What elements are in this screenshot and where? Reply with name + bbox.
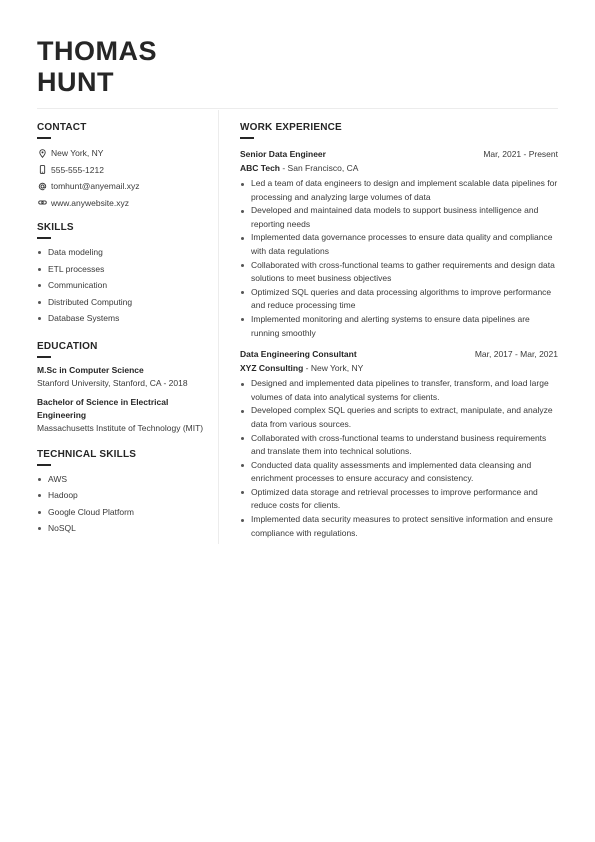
job-header: [240, 348, 558, 361]
list-item: Led a team of data engineers to design and implement scalable data pipelines for processing and analyzing large volumes of data: [240, 177, 558, 204]
location-pin-icon: [37, 148, 47, 158]
section-underline: [240, 137, 254, 139]
list-item: ETL processes: [37, 261, 215, 278]
technical-skills-section: [37, 448, 215, 537]
list-item: Google Cloud Platform: [37, 504, 215, 521]
skills-list: [37, 244, 215, 327]
contact-phone-text: 555-555-1212: [51, 164, 104, 175]
job-duties: [240, 177, 558, 340]
job-dates: Mar, 2021 - Present: [483, 149, 558, 159]
education-item: [37, 364, 215, 390]
list-item: Hadoop: [37, 487, 215, 504]
education-title: EDUCATION: [37, 340, 98, 352]
job-title: Senior Data Engineer: [240, 149, 326, 159]
technical-skills-title: TECHNICAL SKILLS: [37, 448, 137, 460]
contact-email[interactable]: [37, 178, 215, 195]
list-item: Database Systems: [37, 310, 215, 327]
section-underline: [37, 137, 51, 139]
contact-list: [37, 145, 215, 211]
contact-phone: [37, 162, 215, 179]
education-section: [37, 340, 215, 435]
contact-location-text: New York, NY: [51, 148, 104, 159]
section-underline: [37, 237, 51, 239]
contact-section: [37, 121, 215, 211]
at-icon: [37, 181, 47, 191]
candidate-name: [37, 36, 157, 98]
job-duties: [240, 377, 558, 540]
list-item: Optimized SQL queries and data processing algorithms to improve performance and reduce processing time: [240, 286, 558, 313]
list-item: Distributed Computing: [37, 294, 215, 311]
education-school: Stanford University, Stanford, CA - 2018: [37, 377, 188, 388]
contact-location: [37, 145, 215, 162]
contact-email-text[interactable]: tomhunt@anyemail.xyz: [51, 181, 140, 192]
list-item: Data modeling: [37, 244, 215, 261]
job-company-line: [240, 361, 558, 375]
job-entry: [240, 348, 558, 540]
work-experience-title: WORK EXPERIENCE: [240, 122, 342, 133]
name-last: HUNT: [37, 67, 114, 97]
list-item: Implemented data governance processes to ensure data quality and compliance with data regulations: [240, 231, 558, 258]
skills-section: [37, 221, 215, 327]
technical-skills-list: [37, 471, 215, 537]
job-location: - New York, NY: [303, 363, 364, 374]
education-item: [37, 396, 215, 435]
list-item: AWS: [37, 471, 215, 488]
column-divider: [218, 110, 219, 544]
job-company: ABC Tech: [240, 163, 280, 173]
right-column: [240, 121, 558, 540]
skills-title: SKILLS: [37, 222, 74, 233]
job-header: [240, 148, 558, 161]
job-title: Data Engineering Consultant: [240, 349, 357, 360]
link-icon: [37, 198, 47, 208]
list-item: Collaborated with cross-functional teams to gather requirements and design data solutions to meet business objectives: [240, 259, 558, 286]
contact-title: CONTACT: [37, 122, 87, 133]
job-company: XYZ Consulting: [240, 363, 304, 374]
job-dates: Mar, 2017 - Mar, 2021: [474, 349, 558, 360]
contact-website-text[interactable]: www.anywebsite.xyz: [51, 197, 129, 208]
list-item: Implemented data security measures to protect sensitive information and ensure compliance with regulations.: [240, 513, 558, 540]
list-item: Designed and implemented data pipelines to transfer, transform, and load large volumes of data into analytical systems for clients.: [240, 377, 558, 404]
contact-website[interactable]: [37, 195, 215, 212]
job-company-line: [240, 161, 558, 175]
list-item: Implemented monitoring and alerting systems to ensure data pipelines are running smoothly: [240, 313, 558, 340]
section-underline: [37, 464, 51, 466]
header-divider: [37, 108, 558, 109]
education-degree: Bachelor of Science in Electrical Engineering: [37, 396, 169, 420]
job-entry: [240, 148, 558, 340]
list-item: Communication: [37, 277, 215, 294]
name-first: THOMAS: [37, 36, 157, 66]
education-degree: M.Sc in Computer Science: [37, 364, 144, 375]
list-item: Optimized data storage and retrieval processes to improve performance and reduce costs for clients.: [240, 486, 558, 513]
list-item: Developed complex SQL queries and scripts to extract, manipulate, and analyze data from various sources.: [240, 404, 558, 431]
list-item: NoSQL: [37, 520, 215, 537]
list-item: Conducted data quality assessments and implemented data cleansing and enrichment processes to ensure accuracy and consistency.: [240, 459, 558, 486]
job-location: - San Francisco, CA: [280, 163, 359, 173]
section-underline: [37, 356, 51, 358]
left-column: [37, 121, 215, 537]
education-school: Massachusetts Institute of Technology (MIT): [37, 422, 204, 433]
list-item: Collaborated with cross-functional teams to understand business requirements and translate them into technical solutions.: [240, 432, 558, 459]
phone-icon: [37, 165, 47, 175]
list-item: Developed and maintained data models to support business intelligence and reporting needs: [240, 204, 558, 231]
